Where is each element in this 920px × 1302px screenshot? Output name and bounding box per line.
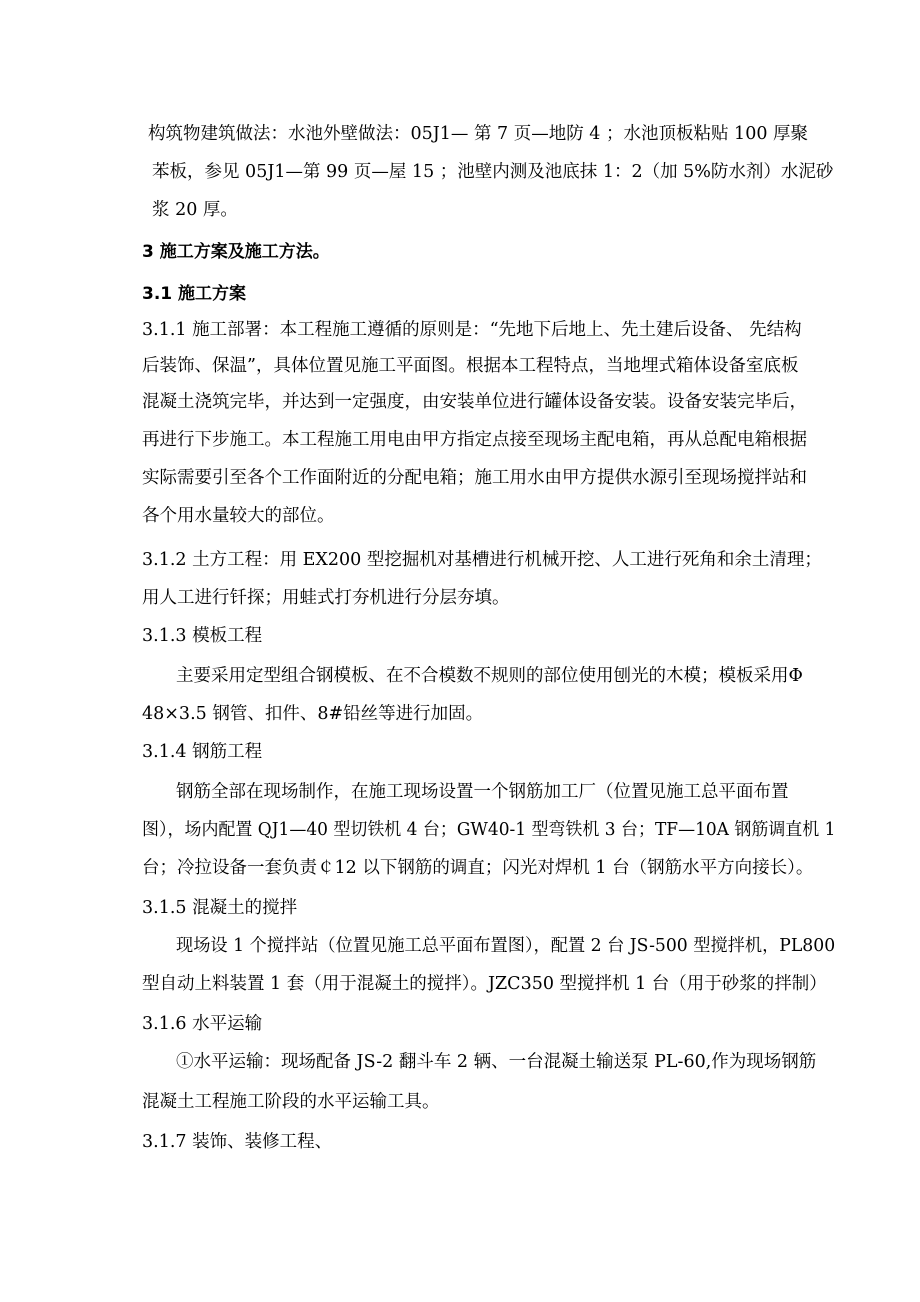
text-line: 用人工进行钎探；用蛙式打夯机进行分层夯填。	[142, 588, 510, 608]
text-line: 台；冷拉设备一套负责￠12 以下钢筋的调直；闪光对焊机 1 台（钢筋水平方向接长）。	[142, 858, 814, 878]
text-line: 48×3.5 钢管、扣件、8#铅丝等进行加固。	[142, 704, 484, 724]
subsection-heading: 3.1.3 模板工程	[142, 626, 263, 646]
text-line: 浆 20 厚。	[152, 200, 238, 220]
text-line: 钢筋全部在现场制作，在施工现场设置一个钢筋加工厂（位置见施工总平面布置	[176, 782, 789, 802]
text-line: 各个用水量较大的部位。	[142, 506, 335, 526]
text-line: 3.1.2 土方工程：用 EX200 型挖掘机对基槽进行机械开挖、人工进行死角和余土清理；	[142, 550, 822, 570]
text-line: 苯板，参见 05J1—第 99 页—屋 15 ；池壁内测及池底抹 1：2（加 5%防水剂）水泥砂	[152, 162, 834, 182]
text-line: 混凝土工程施工阶段的水平运输工具。	[142, 1092, 440, 1112]
text-line: ①水平运输：现场配备 JS-2 翻斗车 2 辆、一台混凝土输送泵 PL-60,作为现场钢筋	[176, 1052, 817, 1072]
subsection-heading: 3.1.7 装饰、装修工程、	[142, 1132, 333, 1152]
text-line: 再进行下步施工。本工程施工用电由甲方指定点接至现场主配电箱，再从总配电箱根据	[142, 430, 807, 450]
text-line: 构筑物建筑做法：水池外壁做法：05J1— 第 7 页—地防 4 ；水池顶板粘贴 100 厚聚	[148, 124, 809, 144]
text-line: 主要采用定型组合钢模板、在不合模数不规则的部位使用刨光的木模；模板采用Φ	[176, 666, 803, 686]
text-line: 现场设 1 个搅拌站（位置见施工总平面布置图），配置 2 台 JS-500 型搅拌机，PL800	[176, 936, 836, 956]
text-line: 3.1.1 施工部署：本工程施工遵循的原则是：“先地下后地上、先土建后设备、 先结构	[142, 320, 802, 340]
text-line: 图），场内配置 QJ1—40 型切铁机 4 台；GW40-1 型弯铁机 3 台；TF—10A 钢筋调直机 1	[142, 820, 836, 840]
text-line: 实际需要引至各个工作面附近的分配电箱；施工用水由甲方提供水源引至现场搅拌站和	[142, 468, 807, 488]
subsection-heading: 3.1.4 钢筋工程	[142, 742, 263, 762]
subsection-heading: 3.1.5 混凝土的搅拌	[142, 898, 298, 918]
text-line: 型自动上料装置 1 套（用于混凝土的搅拌）。JZC350 型搅拌机 1 台（用于砂浆的拌制）	[142, 974, 827, 994]
subsection-heading: 3.1.6 水平运输	[142, 1014, 263, 1034]
text-line: 混凝土浇筑完毕，并达到一定强度，由安装单位进行罐体设备安装。设备安装完毕后，	[142, 392, 807, 412]
subsection-heading: 3.1 施工方案	[142, 284, 247, 304]
section-heading: 3 施工方案及施工方法。	[142, 242, 330, 262]
text-line: 后装饰、保温”，具体位置见施工平面图。根据本工程特点，当地埋式箱体设备室底板	[142, 356, 799, 376]
